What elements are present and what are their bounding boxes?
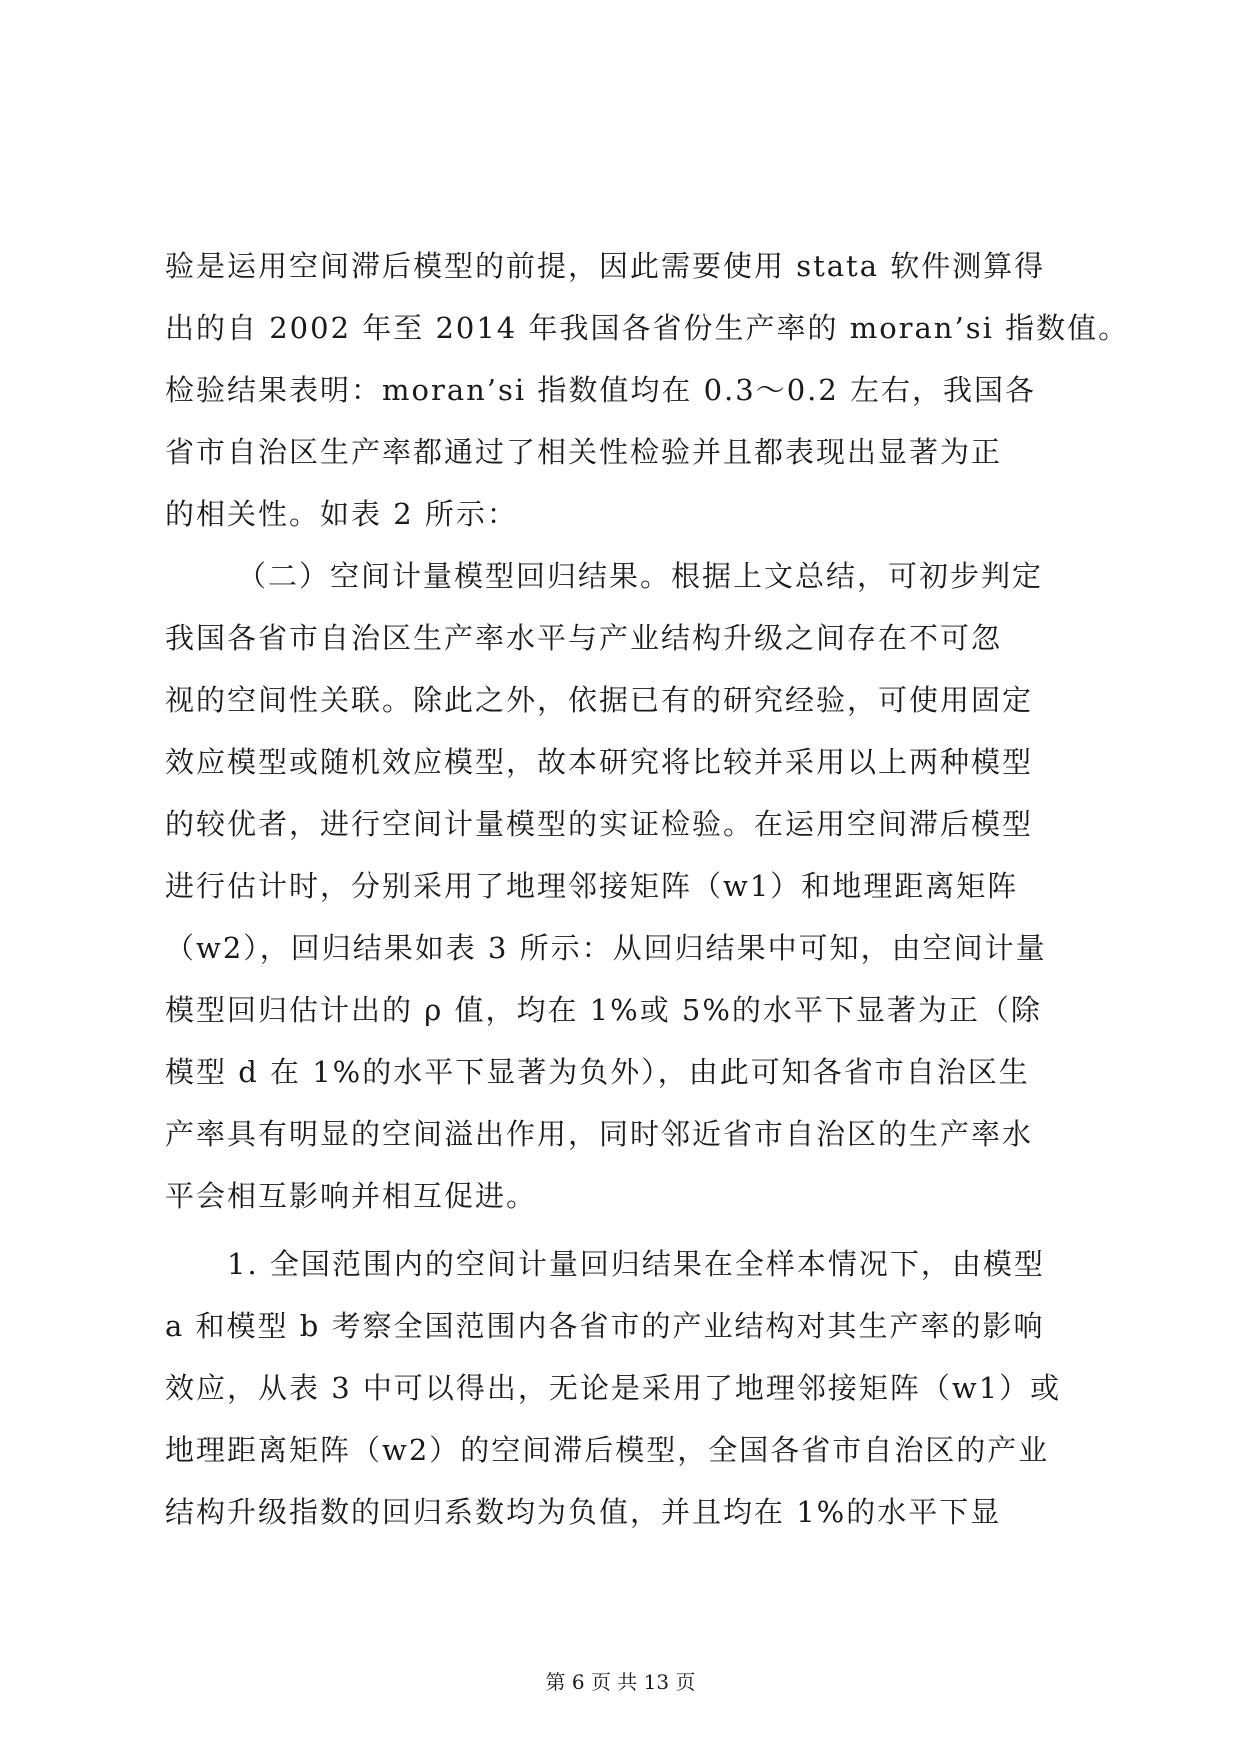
text-line: 出的自 2002 年至 2014 年我国各省份生产率的 moran’si 指数值。 <box>165 311 1130 345</box>
page-footer: 第 6 页 共 13 页 <box>545 1670 696 1694</box>
text-line: 1. 全国范围内的空间计量回归结果在全样本情况下，由模型 <box>227 1247 1045 1281</box>
text-line: 效应，从表 3 中可以得出，无论是采用了地理邻接矩阵（w1）或 <box>165 1371 1062 1405</box>
text-line: 视的空间性关联。除此之外，依据已有的研究经验，可使用固定 <box>165 683 1034 717</box>
text-line: 验是运用空间滞后模型的前提，因此需要使用 stata 软件测算得 <box>165 249 1046 283</box>
text-line: 省市自治区生产率都通过了相关性检验并且都表现出显著为正 <box>165 435 1003 469</box>
text-line: 的相关性。如表 2 所示： <box>165 497 518 531</box>
text-line: 我国各省市自治区生产率水平与产业结构升级之间存在不可忽 <box>165 621 1003 655</box>
body-text <box>165 235 1130 1543</box>
text-line: 进行估计时，分别采用了地理邻接矩阵（w1）和地理距离矩阵 <box>165 869 1019 903</box>
text-line: a 和模型 b 考察全国范围内各省市的产业结构对其生产率的影响 <box>165 1309 1045 1343</box>
text-line: 模型回归估计出的 ρ 值，均在 1%或 5%的水平下显著为正（除 <box>165 993 1042 1027</box>
text-line: 平会相互影响并相互促进。 <box>165 1179 538 1213</box>
text-line: 效应模型或随机效应模型，故本研究将比较并采用以上两种模型 <box>165 745 1034 779</box>
text-line: （w2），回归结果如表 3 所示：从回归结果中可知，由空间计量 <box>165 931 1047 965</box>
text-line: 检验结果表明：moran’si 指数值均在 0.3～0.2 左右，我国各 <box>165 373 1037 407</box>
text-line: 产率具有明显的空间溢出作用，同时邻近省市自治区的生产率水 <box>165 1117 1034 1151</box>
text-line: （二）空间计量模型回归结果。根据上文总结，可初步判定 <box>237 559 1044 593</box>
text-line: 模型 d 在 1%的水平下显著为负外），由此可知各省市自治区生 <box>165 1055 1030 1089</box>
text-line: 结构升级指数的回归系数均为负值，并且均在 1%的水平下显 <box>165 1495 1002 1529</box>
text-line: 地理距离矩阵（w2）的空间滞后模型，全国各省市自治区的产业 <box>165 1433 1050 1467</box>
text-line: 的较优者，进行空间计量模型的实证检验。在运用空间滞后模型 <box>165 807 1034 841</box>
